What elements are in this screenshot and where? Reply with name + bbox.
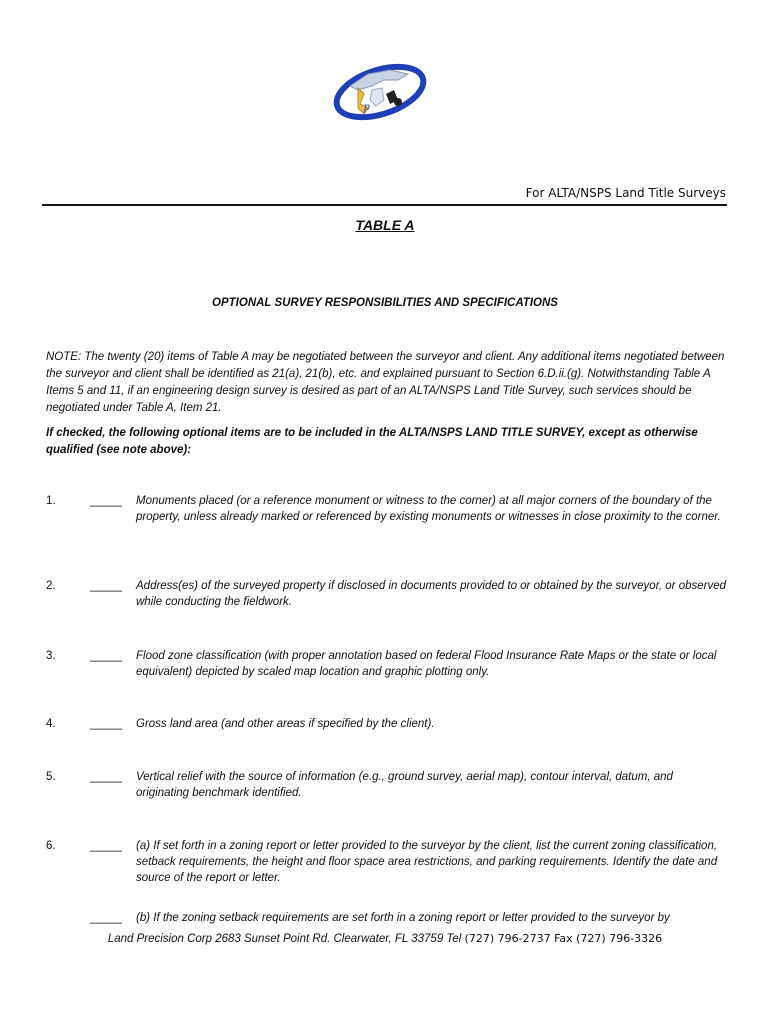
item-number: 1. bbox=[46, 495, 56, 507]
item-text: (a) If set forth in a zoning report or letter provided to the surveyor by the client, list the current zoning classification, setback requirements, the height and floor space area restrictions, and parking requirements. Identify the date and source of the report or letter. bbox=[136, 840, 718, 884]
note-paragraph: NOTE: The twenty (20) items of Table A may be negotiated between the surveyor and client. Any additional items negotiated between the surveyor and client shall be identified as 21(a), 21(b), etc. and explained pursuant to Section 6.D.ii.(g). Notwithstanding Table A Items 5 and 11, if an engineering design survey is desired as part of an ALTA/NSPS Land Title Survey, such services should be negotiated under Table A, Item 21. bbox=[46, 351, 725, 414]
page-footer bbox=[0, 932, 770, 945]
footer-phone: (727) 796-2737 Fax (727) 796-3326 bbox=[464, 932, 663, 945]
svg-text:p: p bbox=[364, 99, 370, 113]
item-text: Flood zone classification (with proper annotation based on federal Flood Insurance Rate Maps or the state or local equivalent) depicted by scaled map location and graphic plotting only. bbox=[136, 650, 717, 678]
list-item-4 bbox=[46, 716, 726, 732]
item-check-blank[interactable]: _____ bbox=[90, 912, 122, 924]
header-label: For ALTA/NSPS Land Title Surveys bbox=[525, 186, 726, 200]
item-number: 3. bbox=[46, 650, 56, 662]
page-title: TABLE A bbox=[355, 217, 415, 233]
list-item-6b bbox=[46, 910, 726, 926]
item-text: Monuments placed (or a reference monument or witness to the corner) at all major corners of the boundary of the property, unless already marked or referenced by existing monuments or witnesses in close proximity to the corner. bbox=[136, 495, 721, 523]
list-item-6a bbox=[46, 838, 726, 886]
footer-company: Land Precision Corp 2683 Sunset Point Rd. Clearwater, FL 33759 Tel bbox=[107, 933, 462, 945]
list-item-2 bbox=[46, 578, 726, 610]
item-check-blank[interactable]: _____ bbox=[90, 650, 122, 662]
list-item-5 bbox=[46, 769, 726, 801]
item-check-blank[interactable]: _____ bbox=[90, 840, 122, 852]
item-text: Vertical relief with the source of information (e.g., ground survey, aerial map), contour interval, datum, and originating benchmark identified. bbox=[136, 771, 673, 799]
item-text: Address(es) of the surveyed property if disclosed in documents provided to or obtained by the surveyor, or observed while conducting the fieldwork. bbox=[136, 580, 727, 608]
item-check-blank[interactable]: _____ bbox=[90, 580, 122, 592]
checked-instruction: If checked, the following optional items are to be included in the ALTA/NSPS LAND TITLE SURVEY, except as otherwise qualified (see note above): bbox=[46, 427, 698, 456]
item-check-blank[interactable]: _____ bbox=[90, 771, 122, 783]
item-text: Gross land area (and other areas if specified by the client). bbox=[136, 718, 435, 730]
company-logo bbox=[328, 60, 430, 136]
item-number: 2. bbox=[46, 580, 56, 592]
item-number: 6. bbox=[46, 840, 56, 852]
item-number: 5. bbox=[46, 771, 56, 783]
header-divider bbox=[42, 204, 727, 206]
item-text: (b) If the zoning setback requirements are set forth in a zoning report or letter provided to the surveyor by bbox=[136, 912, 670, 924]
page-subtitle: OPTIONAL SURVEY RESPONSIBILITIES AND SPECIFICATIONS bbox=[212, 297, 558, 309]
list-item-3 bbox=[46, 648, 726, 680]
item-check-blank[interactable]: _____ bbox=[90, 495, 122, 507]
item-number: 4. bbox=[46, 718, 56, 730]
item-check-blank[interactable]: _____ bbox=[90, 718, 122, 730]
list-item-1 bbox=[46, 493, 726, 525]
